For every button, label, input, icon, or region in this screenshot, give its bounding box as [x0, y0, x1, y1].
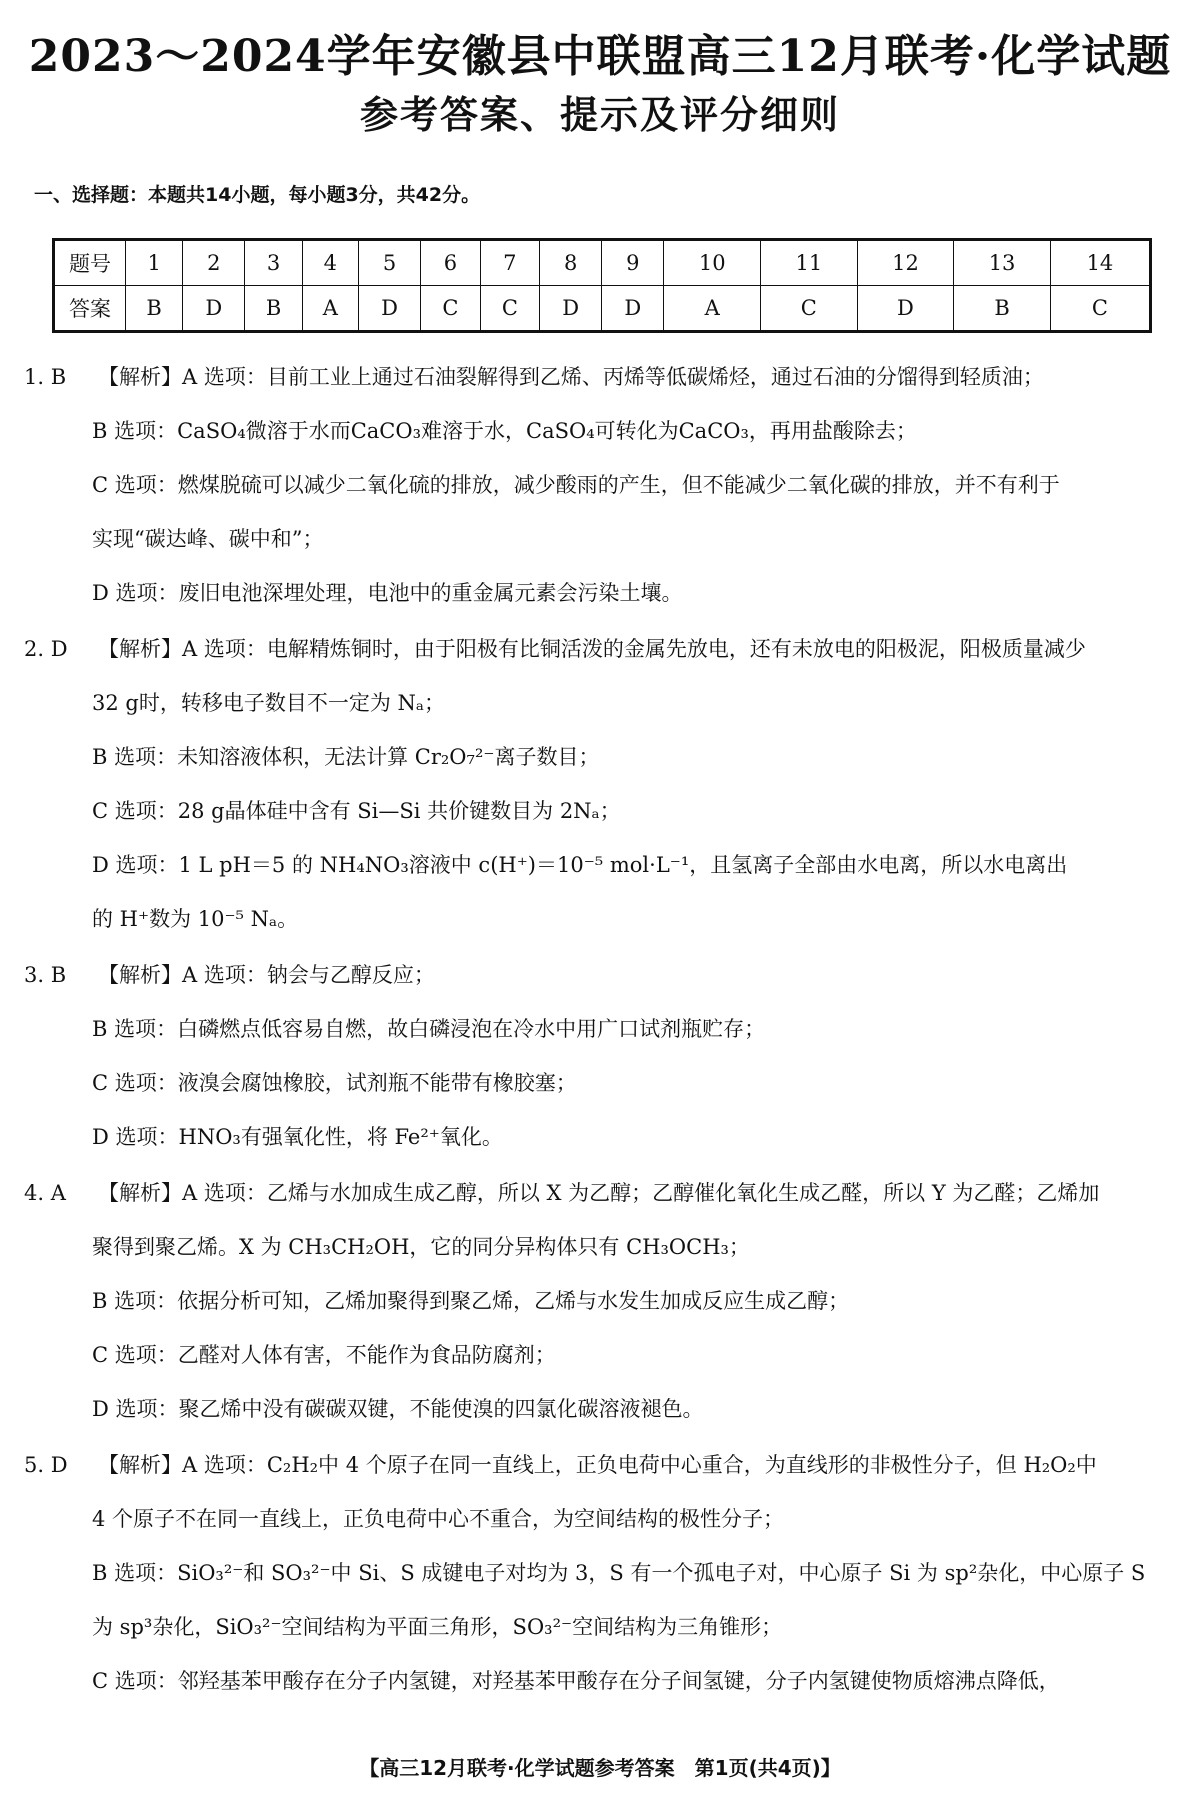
section-title: 一、选择题：本题共14小题，每小题3分，共42分。	[34, 184, 481, 206]
answer-cell: A	[664, 286, 761, 332]
explanation-line	[0, 899, 1200, 953]
explanation-line	[0, 1335, 1200, 1389]
explanation-text: C 选项：乙醛对人体有害，不能作为食品防腐剂；	[92, 1343, 556, 1367]
explanation-text: C 选项：邻羟基苯甲酸存在分子内氢键，对羟基苯甲酸存在分子间氢键，分子内氢键使物质熔沸点降低，	[92, 1669, 1060, 1693]
explanation-text: D 选项：HNO₃有强氧化性，将 Fe²⁺氧化。	[92, 1125, 503, 1149]
explanation-line	[0, 791, 1200, 845]
explanation-text: D 选项：聚乙烯中没有碳碳双键，不能使溴的四氯化碳溶液褪色。	[92, 1397, 704, 1421]
question-label: 4. A	[24, 1181, 66, 1205]
explanation-line	[0, 1009, 1200, 1063]
answer-row	[54, 286, 1151, 332]
explanation-text: 【解析】A 选项：C₂H₂中 4 个原子在同一直线上，正负电荷中心重合，为直线形的非极性分子，但 H₂O₂中	[98, 1453, 1097, 1477]
explanation-first-line	[0, 955, 1200, 1009]
explanation-text: B 选项：未知溶液体积，无法计算 Cr₂O₇²⁻离子数目；	[92, 745, 600, 769]
explanation-line	[0, 683, 1200, 737]
explanation-text: 【解析】A 选项：电解精炼铜时，由于阳极有比铜活泼的金属先放电，还有未放电的阳极泥，阳极质量减少	[98, 637, 1086, 661]
question-number-cell: 7	[480, 240, 539, 286]
explanation-line	[0, 1553, 1200, 1607]
explanation-text: 【解析】A 选项：钠会与乙醇反应；	[98, 963, 435, 987]
answer-cell: B	[245, 286, 302, 332]
row-label-number: 题号	[54, 240, 126, 286]
explanation-line	[0, 1063, 1200, 1117]
answer-cell: A	[302, 286, 358, 332]
question-number-cell: 11	[761, 240, 858, 286]
explanation-text: 实现“碳达峰、碳中和”；	[92, 527, 324, 551]
explanation-text: C 选项：液溴会腐蚀橡胶，试剂瓶不能带有橡胶塞；	[92, 1071, 577, 1095]
explanation-first-line	[0, 629, 1200, 683]
explanation-text: 32 g时，转移电子数目不一定为 Nₐ；	[92, 691, 445, 715]
explanation-text: D 选项：1 L pH＝5 的 NH₄NO₃溶液中 c(H⁺)＝10⁻⁵ mol·L⁻¹，且氢离子全部由水电离，所以水电离出	[92, 853, 1068, 877]
question-number-cell: 3	[245, 240, 302, 286]
answer-cell: C	[421, 286, 480, 332]
explanation-text: 【解析】A 选项：目前工业上通过石油裂解得到乙烯、丙烯等低碳烯烃，通过石油的分馏得到轻质油；	[98, 365, 1044, 389]
explanation-text: C 选项：28 g晶体硅中含有 Si—Si 共价键数目为 2Nₐ；	[92, 799, 621, 823]
question-number-row	[54, 240, 1151, 286]
explanations	[0, 357, 1200, 1717]
answer-cell: C	[480, 286, 539, 332]
question-label: 1. B	[24, 365, 67, 389]
answer-cell: C	[761, 286, 858, 332]
answer-table	[52, 238, 1152, 333]
question-number-cell: 8	[540, 240, 602, 286]
answer-cell: D	[358, 286, 420, 332]
explanation-line	[0, 465, 1200, 519]
explanation-line	[0, 519, 1200, 573]
explanation-line	[0, 1389, 1200, 1443]
question-number-cell: 5	[358, 240, 420, 286]
explanation-text: C 选项：燃煤脱硫可以减少二氧化硫的排放，减少酸雨的产生，但不能减少二氧化碳的排放，并不有利于	[92, 473, 1060, 497]
explanation-line	[0, 1117, 1200, 1171]
question-label: 3. B	[24, 963, 67, 987]
question-number-cell: 1	[126, 240, 183, 286]
explanation-line	[0, 1661, 1200, 1715]
question-label: 2. D	[24, 637, 68, 661]
explanation-text: 【解析】A 选项：乙烯与水加成生成乙醇，所以 X 为乙醇；乙醇催化氧化生成乙醛，所以 Y 为乙醛；乙烯加	[98, 1181, 1100, 1205]
explanation-text: B 选项：白磷燃点低容易自燃，故白磷浸泡在冷水中用广口试剂瓶贮存；	[92, 1017, 766, 1041]
question-number-cell: 6	[421, 240, 480, 286]
question-number-cell: 12	[857, 240, 954, 286]
answer-cell: C	[1050, 286, 1150, 332]
explanation-line	[0, 737, 1200, 791]
question-number-cell: 13	[954, 240, 1051, 286]
answer-cell: B	[954, 286, 1051, 332]
explanation-line	[0, 845, 1200, 899]
row-label-answer: 答案	[54, 286, 126, 332]
explanation-text: 的 H⁺数为 10⁻⁵ Nₐ。	[92, 907, 299, 931]
page-subtitle: 参考答案、提示及评分细则	[359, 93, 840, 137]
question-number-cell: 4	[302, 240, 358, 286]
explanation-text: D 选项：废旧电池深埋处理，电池中的重金属元素会污染土壤。	[92, 581, 683, 605]
explanation-first-line	[0, 1445, 1200, 1499]
answer-cell: D	[602, 286, 664, 332]
question-number-cell: 14	[1050, 240, 1150, 286]
explanation-line	[0, 1499, 1200, 1553]
explanation-line	[0, 1227, 1200, 1281]
answer-cell: D	[540, 286, 602, 332]
explanation-first-line	[0, 1173, 1200, 1227]
question-number-cell: 10	[664, 240, 761, 286]
explanation-text: 为 sp³杂化，SiO₃²⁻空间结构为平面三角形，SO₃²⁻空间结构为三角锥形；	[92, 1615, 783, 1639]
page-footer: 【高三12月联考·化学试题参考答案 第1页(共4页)】	[359, 1756, 841, 1780]
explanation-line	[0, 411, 1200, 465]
question-number-cell: 9	[602, 240, 664, 286]
explanation-line	[0, 573, 1200, 627]
explanation-line	[0, 1607, 1200, 1661]
answer-cell: D	[183, 286, 245, 332]
explanation-line	[0, 1281, 1200, 1335]
explanation-text: B 选项：依据分析可知，乙烯加聚得到聚乙烯，乙烯与水发生加成反应生成乙醇；	[92, 1289, 850, 1313]
explanation-text: 4 个原子不在同一直线上，正负电荷中心不重合，为空间结构的极性分子；	[92, 1507, 785, 1531]
explanation-text: B 选项：CaSO₄微溶于水而CaCO₃难溶于水，CaSO₄可转化为CaCO₃，再用盐酸除去；	[92, 419, 917, 443]
explanation-first-line	[0, 357, 1200, 411]
explanation-text: B 选项：SiO₃²⁻和 SO₃²⁻中 Si、S 成键电子对均为 3，S 有一个孤电子对，中心原子 Si 为 sp²杂化，中心原子 S	[92, 1561, 1146, 1585]
answer-cell: B	[126, 286, 183, 332]
question-label: 5. D	[24, 1453, 68, 1477]
answer-cell: D	[857, 286, 954, 332]
question-number-cell: 2	[183, 240, 245, 286]
page-title: 2023～2024学年安徽县中联盟高三12月联考·化学试题	[28, 31, 1172, 82]
explanation-text: 聚得到聚乙烯。X 为 CH₃CH₂OH，它的同分异构体只有 CH₃OCH₃；	[92, 1235, 750, 1259]
